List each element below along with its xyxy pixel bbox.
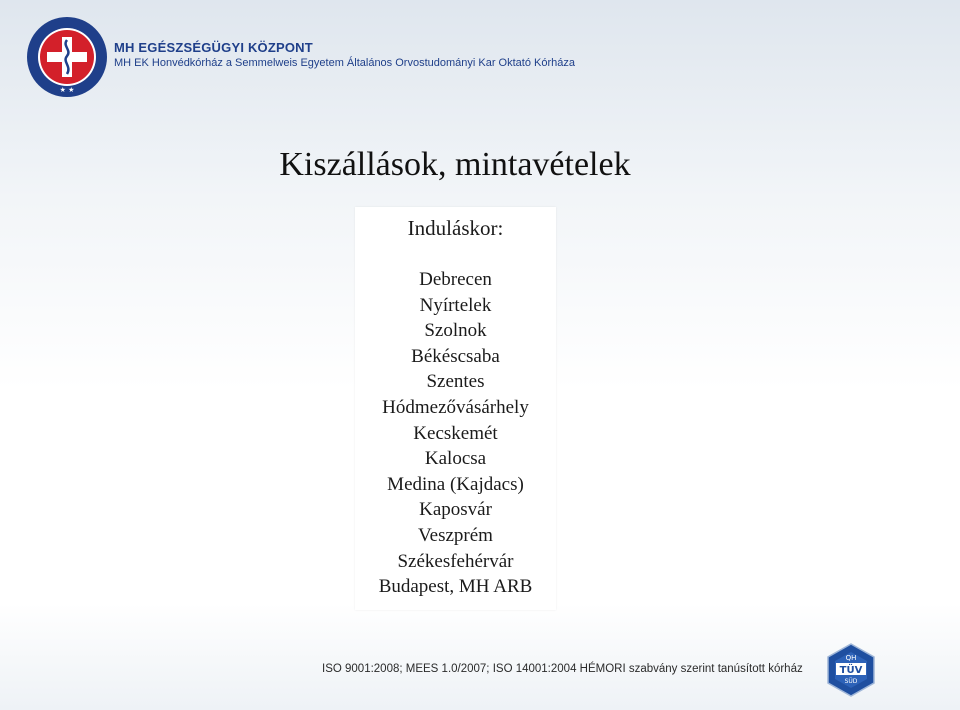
city-item: Székesfehérvár xyxy=(397,550,514,572)
city-box xyxy=(355,207,556,610)
organization-subtitle: MH EK Honvédkórház a Semmelweis Egyetem Általános Orvostudományi Kar Oktató Kórháza xyxy=(114,57,575,69)
city-item: Kalocsa xyxy=(424,448,487,470)
organization-name: MH EGÉSZSÉGÜGYI KÖZPONT xyxy=(114,40,313,55)
city-item: Békéscsaba xyxy=(411,345,500,367)
city-item: Medina (Kajdacs) xyxy=(387,473,524,495)
badge-top-text: QH xyxy=(845,654,857,662)
city-item: Kaposvár xyxy=(419,499,492,521)
city-item: Veszprém xyxy=(418,524,493,546)
city-item: Budapest, MH ARB xyxy=(378,576,533,598)
slide-title: Kiszállások, mintavételek xyxy=(279,146,631,183)
hospital-seal-icon xyxy=(26,16,108,98)
badge-main-text: TÜV xyxy=(839,665,863,676)
city-item: Nyírtelek xyxy=(419,294,492,316)
badge-sub-text: SÜD xyxy=(844,678,858,685)
city-item: Debrecen xyxy=(419,269,492,290)
city-item: Szentes xyxy=(426,371,485,393)
header xyxy=(114,40,575,70)
certification-text: ISO 9001:2008; MEES 1.0/2007; ISO 14001:2004 HÉMORI szabvány szerint tanúsított kórház xyxy=(322,663,803,675)
city-list xyxy=(355,267,556,600)
tuv-sud-certification-icon xyxy=(824,643,878,697)
box-heading: Induláskor: xyxy=(407,216,504,240)
svg-text:★ ★: ★ ★ xyxy=(59,86,75,94)
city-item: Szolnok xyxy=(424,320,487,342)
city-item: Hódmezővásárhely xyxy=(382,396,529,418)
city-item: Kecskemét xyxy=(413,422,498,444)
